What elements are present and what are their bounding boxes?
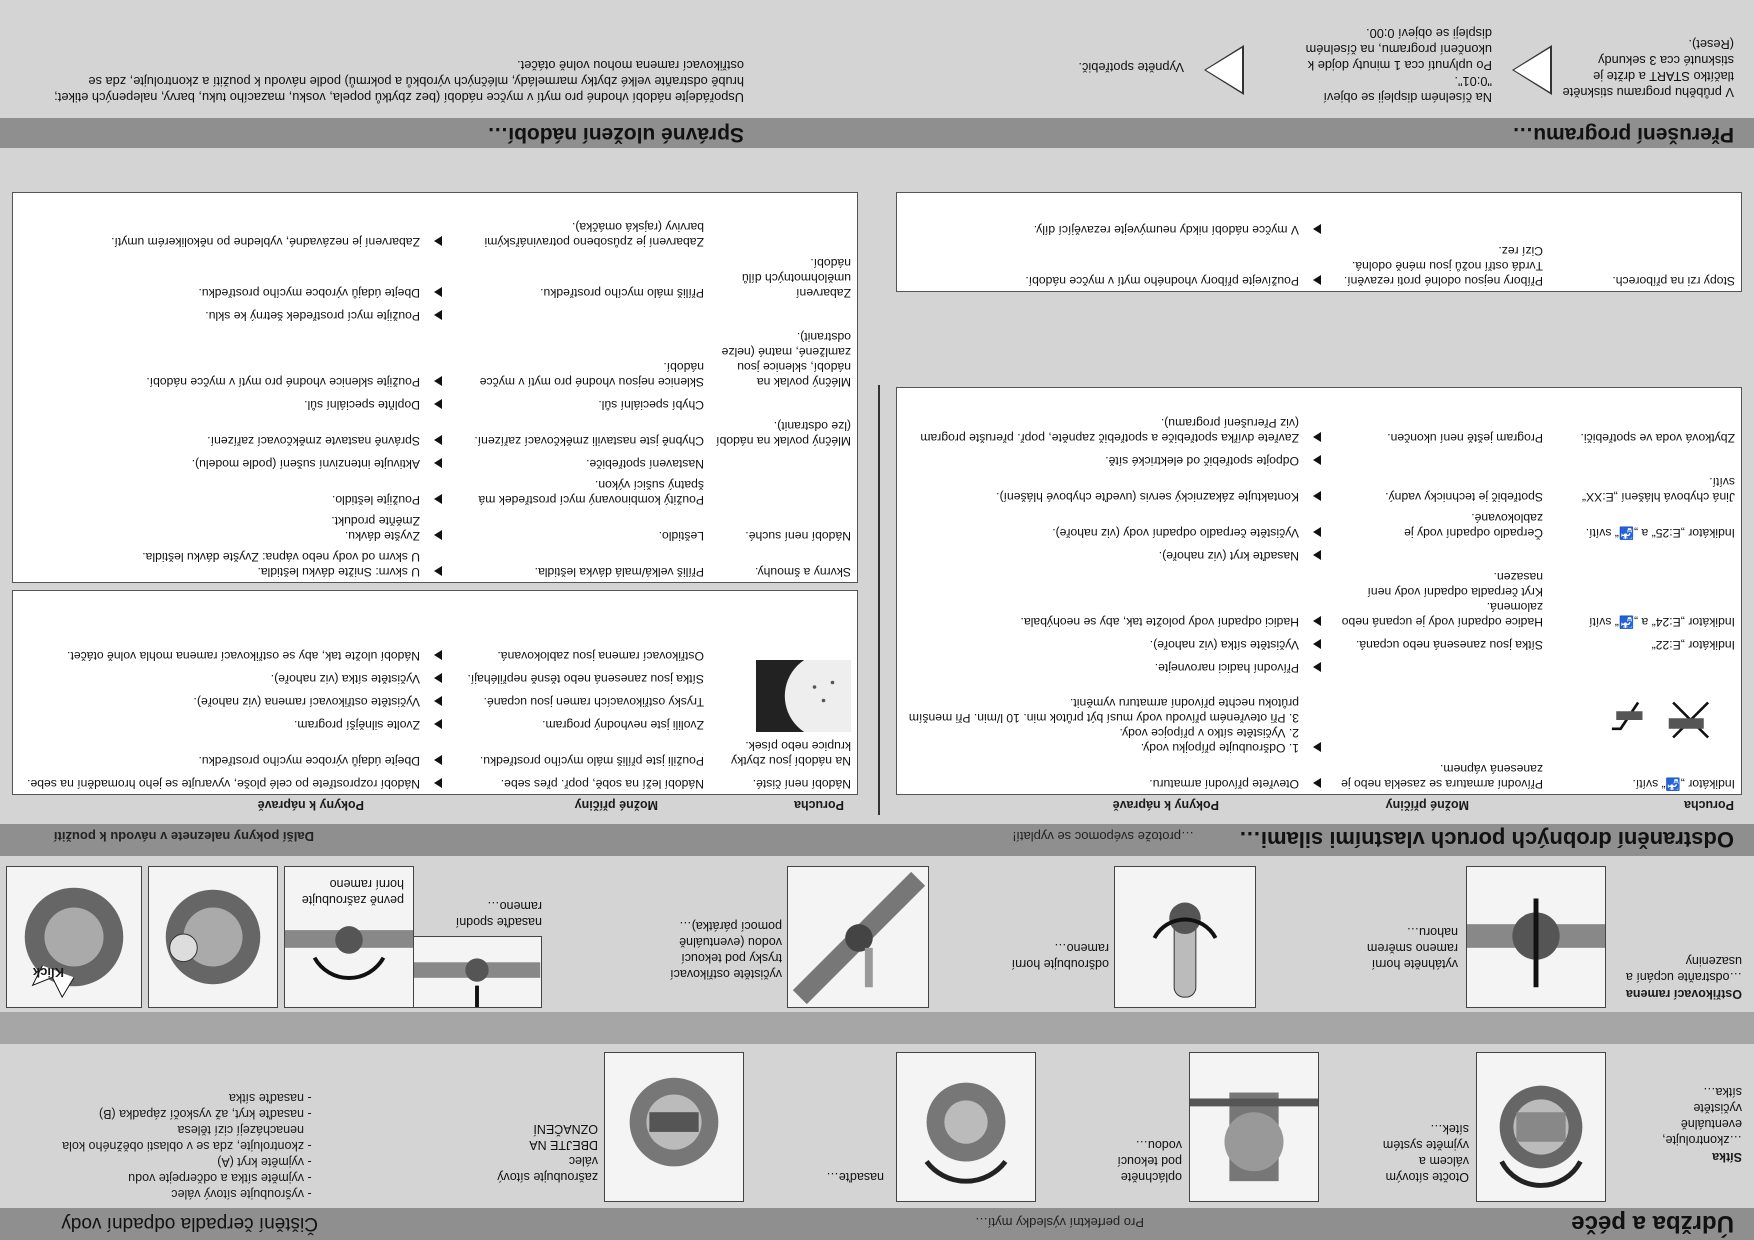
arms-intro: …odstraňte ucpání a usazeniny — [1625, 954, 1742, 984]
tap-illustration — [1585, 685, 1735, 755]
interrupt-title: Přerušení programu… — [1512, 123, 1734, 146]
pump-step: - nasaďte sítka — [4, 1090, 304, 1106]
fault-panel-left — [896, 387, 1742, 795]
arms-step1: vytáhněte horní rameno směrem nahoru… — [1367, 925, 1458, 971]
interrupt-text-1: V průběhu programu stiskněte tlačítko START a držte je stisknuté cca 3 sekundy (Reset). — [1562, 37, 1734, 100]
arms-illustration-3 — [787, 866, 929, 1008]
table-row: Indikátor „E:22“ Sítka jsou zanesená nebo ucpaná. Vyčistěte sítka (viz nahoře). — [1149, 638, 1735, 652]
filter-step1: Otočte sítovým válcem a vyjměte systém sítek… — [1382, 1122, 1469, 1184]
table-row: Stopy rzi na příborech. Příbory nejsou odolné proti rezavění. Tvrdá ostří nožů jsou méně odolná. Cizí rez. Používejte příbory vhodného mytí v myčce nádobí. — [1025, 244, 1735, 288]
fault-table-right-bottom — [13, 216, 857, 582]
pump-step: - zkontrolujte, zda se v oblasti oběžného kola nenacházejí cizí tělesa — [4, 1122, 304, 1154]
pump-step: - vyšroubujte sítový válec — [4, 1186, 304, 1202]
pump-illustration-a — [148, 866, 278, 1008]
pump-illustration-b — [6, 866, 142, 1008]
klick-label: Klick — [32, 965, 64, 980]
table-row: Indikátor „E:24“ a „🚰“ svítí Hadice odpadní vody je ucpaná nebo zalomená. Kryt čerpadla odpadní vody není nasazen. Hadici odpadní vody položte tak, aby se neohýbala. — [1020, 570, 1735, 629]
table-row: Skvrny a šmouhy. Příliš velká/malá dávka leštidla. U skvrn: Snižte dávku leštidla. U skvrn od vody nebo vápna: Zvyšte dávku leštidla. — [142, 550, 851, 579]
fault-panel-right-top — [12, 590, 858, 795]
loading-title: Správné uložení nádobí… — [487, 123, 744, 146]
filter-illustration-2 — [1189, 1052, 1319, 1202]
care-title: Údržba a péče — [1571, 1210, 1734, 1237]
arms-illustration-2 — [1114, 866, 1256, 1008]
col-fault-left: Porucha — [1683, 798, 1734, 812]
table-row: Na nádobí jsou zbytky krupice nebo písek. Použili jste příliš málo mycího prostředku. Dbejte údajů výrobce mycího prostředku. — [198, 739, 851, 768]
arms-step3: vyčistěte ostřikovací trysky pod tekoucí vodou (eventuálně pomocí párátka)… — [670, 919, 782, 981]
table-row: V myčce nádobí nikdy neumývejte rezavějící díly. — [897, 217, 1741, 240]
filter-intro: …zkontrolujte, eventuálně vyčistěte sítka… — [1662, 1085, 1742, 1147]
pump-step: - vyjměte kryt (A) — [4, 1154, 304, 1170]
table-row: Jiná chybová hlášení „E:XX“ svítí. Spotřebič je technicky vadný. Kontaktujte zákaznický servis (uveďte chybové hlášení). — [996, 475, 1735, 504]
col-fix-left: Pokyny k nápravě — [1112, 798, 1219, 812]
arrow-icon-fill — [1206, 48, 1242, 92]
arms-step5: pevně zašroubujte horní rameno — [301, 877, 404, 907]
fault-panel-right-bottom — [12, 192, 858, 583]
col-fix-right: Pokyny k nápravě — [257, 798, 364, 812]
interrupt-text-2: Na číselném displeji se objeví "0:01". Po uplynutí cca 1 minuty dojde k ukončení programu, na číselném displeji se objeví 0:00. — [1305, 26, 1492, 105]
bottom-band — [0, 118, 1754, 148]
table-row: Ostřikovací ramena jsou zablokovaná. Nádobí uložte tak, aby se ostřikovací ramena mohla volně otáčet. — [67, 649, 704, 663]
arrow-icon-fill — [1514, 48, 1550, 92]
arms-illustration-1 — [1466, 866, 1606, 1008]
filter-label: Sítka — [1712, 1150, 1742, 1164]
table-row: Nasaďte kryt (viz nahoře). — [897, 543, 1741, 566]
trouble-more: Další pokyny naleznete v návodu k použití — [53, 829, 314, 844]
table-row: Přívodní hadici narovnejte. — [897, 655, 1741, 678]
table-row: Nádobí není čisté. Nádobí leží na sobě, popř. přes sebe. Nádobí rozprostřete po celé ploše, vyvarujte se jeho hromadění na sebe. — [27, 777, 851, 791]
table-row: Odpojte spotřebič od elektrické sítě. — [897, 448, 1741, 471]
col-fault-right: Porucha — [793, 798, 844, 812]
table-row: Zvolili jste nevhodný program. Zvolte silnější program. — [13, 712, 857, 735]
dirty-plate-image — [751, 660, 851, 732]
pump-steps — [4, 1090, 318, 1202]
loading-text: Uspořádejte nádobí vhodné pro mytí v myčce nádobí (bez zbytků popela, vosku, mazacího tuku, barvy, nalepených etiket; hrubě odstraňte velké zbytky marmelády, mléčných výrobků a pokrmů) podle návodu k použití a zkontrolujte, zda se ostřikovací ramena mohou volně otáčet. — [54, 58, 744, 105]
arms-step4: nasaďte spodní rameno… — [455, 899, 542, 929]
arms-step2: odšroubujte horní rameno… — [1011, 941, 1109, 971]
filter-step2: opláchněte pod tekoucí vodou… — [1117, 1138, 1182, 1184]
col-cause-right: Možné příčiny — [574, 798, 658, 812]
rust-table — [897, 217, 1741, 291]
rust-panel — [896, 192, 1742, 292]
arms-illustration-4 — [412, 936, 542, 1008]
trouble-title: Odstranění drobných poruch vlastními silami… — [1238, 827, 1734, 852]
table-row: Zbytková voda ve spotřebiči. Program ještě není ukončen. Zavřete dvířka spotřebiče a spotřebič zapněte, popř. přerušte program (viz Přerušení programu). — [920, 416, 1735, 445]
interrupt-text-3: Vypněte spotřebič. — [1078, 60, 1184, 75]
table-row: Trysky ostřikovacích ramen jsou ucpané. Vyčistěte ostřikovací ramena (viz nahoře). — [193, 695, 704, 709]
filter-illustration-4 — [604, 1052, 744, 1202]
filter-illustration-3 — [896, 1052, 1036, 1202]
pump-step: - nasaďte kryt, až vyskočí západka (B) — [4, 1106, 304, 1122]
care-subtitle: Pro perfektní výsledky mytí… — [974, 1215, 1144, 1230]
arms-label: Ostřikovací ramena — [1625, 987, 1742, 1001]
table-row: 1. Odšroubujte přípojku vody. 2. Vyčistěte sítko v přípojce vody. 3. Při otevřeném přívodu vody musí být průtok min. 10 l/min. Při menším průtoku nechte přívodní armaturu vyměnit. — [897, 678, 1741, 758]
trouble-subtitle: …protože svépomoc se vyplatí! — [1012, 829, 1194, 844]
table-row: Zabarvení je způsobeno potravinářskými barvivy (rajská omáčka). Zabarvení je nezávadné, vybledne po několikerém umytí. — [111, 220, 704, 249]
filter-illustration-1 — [1476, 1052, 1606, 1202]
table-row: Mléčný povlak na nádobí (lze odstranit). Chybně jste nastavili změkčovací zařízení. Správně nastavte změkčovací zařízení. — [207, 419, 851, 448]
fault-table-right-top — [13, 643, 857, 794]
table-row: Nádobí není suché. Leštidlo. Zvyšte dávku. Změňte produkt. — [331, 514, 851, 543]
col-cause-left: Možné příčiny — [1385, 798, 1469, 812]
pump-step: - vyjměte sítka a odčerpejte vodu — [4, 1170, 304, 1186]
filter-step4: zašroubujte sítový válec DBEJTE NA OZNAČENÍ — [497, 1122, 598, 1184]
pump-title: Čištění čerpadla odpadní vody — [61, 1213, 318, 1234]
table-row: Použijte mycí prostředek šetrný ke sklu. — [13, 303, 857, 326]
table-row: Mléčný povlak na nádobí, sklenice jsou zamlžené, matné (nelze odstranit). Sklenice nejsou vhodné pro mytí v myčce nádobí. Použijte sklenice vhodné pro mytí v myčce nádobí. — [146, 330, 851, 389]
fault-table-left — [897, 412, 1741, 794]
filter-step3: nasaďte… — [826, 1170, 884, 1184]
column-divider — [878, 385, 880, 815]
table-row: Chybí speciální sůl. Doplňte speciální sůl. — [304, 398, 704, 412]
care-separator — [0, 1012, 1754, 1044]
table-row: Indikátor „E:25“ a „🚰“ svítí. Čerpadlo odpadní vody je zablokované. Vyčistěte čerpadlo odpadní vody (viz nahoře). — [1052, 511, 1735, 540]
table-row: Sítka jsou zanesená nebo těsně nepřiléhají. Vyčistěte sítka (viz nahoře). — [270, 672, 704, 686]
table-row: Zabarvení umělohmotných dílů nádobí. Příliš málo mycího prostředku. Dbejte údajů výrobce mycího prostředku. — [198, 256, 851, 300]
table-row: Indikátor „🚰“ svítí. Přívodní armatura se zasekla nebo je zanesená vápnem. Otevřete přívodní armaturu. — [1149, 762, 1735, 791]
table-row: Nastavení spotřebiče. Aktivujte intenzivní sušení (podle modelu). — [191, 457, 704, 471]
table-row: Použitý kombinovaný mycí prostředek má špatný sušicí výkon. Použijte leštidlo. — [331, 478, 704, 507]
